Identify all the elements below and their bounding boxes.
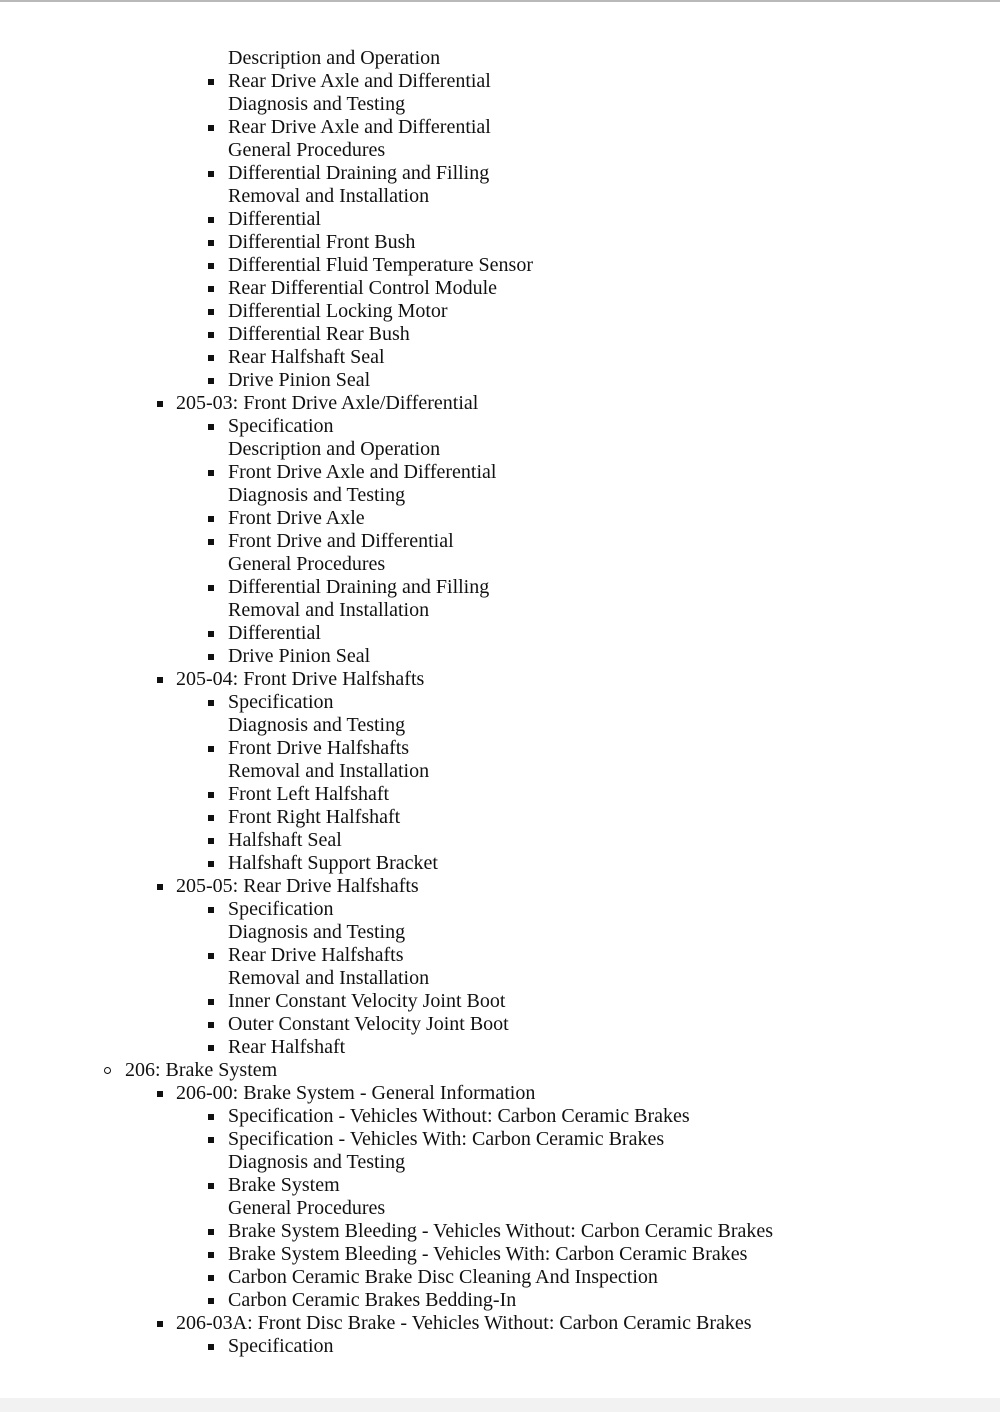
toc-link-item[interactable] bbox=[0, 300, 1000, 323]
square-bullet-icon bbox=[208, 700, 214, 706]
square-bullet-icon bbox=[208, 332, 214, 338]
toc-item-label[interactable]: Carbon Ceramic Brake Disc Cleaning And Inspection bbox=[228, 1266, 658, 1288]
toc-section-heading bbox=[0, 93, 1000, 116]
square-bullet-icon bbox=[208, 125, 214, 131]
toc-link-item[interactable] bbox=[0, 622, 1000, 645]
toc-link-item[interactable] bbox=[0, 461, 1000, 484]
toc-link-item[interactable] bbox=[0, 898, 1000, 921]
square-bullet-icon bbox=[208, 815, 214, 821]
toc-item-label: Removal and Installation bbox=[228, 760, 430, 782]
square-bullet-icon bbox=[208, 746, 214, 752]
square-bullet-icon bbox=[157, 1321, 163, 1327]
toc-item-label: Diagnosis and Testing bbox=[228, 1151, 406, 1173]
toc-link-item[interactable] bbox=[0, 1082, 1000, 1105]
page-bottom-band bbox=[0, 1398, 1000, 1412]
toc-item-label: Diagnosis and Testing bbox=[228, 921, 406, 943]
square-bullet-icon bbox=[208, 999, 214, 1005]
toc-link-item[interactable] bbox=[0, 1312, 1000, 1335]
square-bullet-icon bbox=[157, 1091, 163, 1097]
toc-link-item[interactable] bbox=[0, 829, 1000, 852]
toc-link-item[interactable] bbox=[0, 346, 1000, 369]
square-bullet-icon bbox=[208, 1344, 214, 1350]
toc-link-item[interactable] bbox=[0, 231, 1000, 254]
square-bullet-icon bbox=[208, 1137, 214, 1143]
square-bullet-icon bbox=[208, 953, 214, 959]
square-bullet-icon bbox=[208, 470, 214, 476]
toc-section-heading bbox=[0, 185, 1000, 208]
toc-item-label[interactable]: Differential Fluid Temperature Sensor bbox=[228, 254, 533, 276]
toc-item-label[interactable]: Rear Drive Axle and Differential bbox=[228, 70, 491, 92]
toc-section-heading bbox=[0, 484, 1000, 507]
toc-link-item[interactable] bbox=[0, 530, 1000, 553]
toc-link-item[interactable] bbox=[0, 1243, 1000, 1266]
square-bullet-icon bbox=[157, 884, 163, 890]
toc-link-item[interactable] bbox=[0, 1289, 1000, 1312]
toc-item-label[interactable]: Front Drive Axle and Differential bbox=[228, 461, 497, 483]
toc-link-item[interactable] bbox=[0, 1059, 1000, 1082]
square-bullet-icon bbox=[208, 1252, 214, 1258]
toc-item-label[interactable]: Differential Draining and Filling bbox=[228, 576, 490, 598]
toc-link-item[interactable] bbox=[0, 645, 1000, 668]
toc-link-item[interactable] bbox=[0, 162, 1000, 185]
square-bullet-icon bbox=[208, 861, 214, 867]
toc-item-label: Description and Operation bbox=[228, 47, 441, 69]
square-bullet-icon bbox=[208, 631, 214, 637]
square-bullet-icon bbox=[208, 585, 214, 591]
square-bullet-icon bbox=[208, 907, 214, 913]
square-bullet-icon bbox=[208, 217, 214, 223]
toc-section-heading bbox=[0, 1151, 1000, 1174]
toc-link-item[interactable] bbox=[0, 277, 1000, 300]
toc-item-label[interactable]: Rear Halfshaft bbox=[228, 1036, 346, 1058]
square-bullet-icon bbox=[208, 1275, 214, 1281]
toc-section-heading bbox=[0, 599, 1000, 622]
square-bullet-icon bbox=[208, 654, 214, 660]
toc-item-label[interactable]: Specification bbox=[228, 898, 334, 920]
square-bullet-icon bbox=[208, 1022, 214, 1028]
toc-link-item[interactable] bbox=[0, 70, 1000, 93]
toc-section-heading bbox=[0, 714, 1000, 737]
square-bullet-icon bbox=[208, 309, 214, 315]
toc-item-label[interactable]: Inner Constant Velocity Joint Boot bbox=[228, 990, 506, 1012]
square-bullet-icon bbox=[208, 838, 214, 844]
toc-item-label: Diagnosis and Testing bbox=[228, 93, 406, 115]
toc-item-label[interactable]: Front Right Halfshaft bbox=[228, 806, 401, 828]
toc-link-item[interactable] bbox=[0, 691, 1000, 714]
toc-item-label[interactable]: Front Drive and Differential bbox=[228, 530, 454, 552]
toc-link-item[interactable] bbox=[0, 1174, 1000, 1197]
toc-item-label[interactable]: Drive Pinion Seal bbox=[228, 369, 371, 391]
square-bullet-icon bbox=[208, 1045, 214, 1051]
toc-item-label[interactable]: 206-03A: Front Disc Brake - Vehicles Without: Carbon Ceramic Brakes bbox=[176, 1312, 752, 1334]
toc-item-label: Removal and Installation bbox=[228, 185, 430, 207]
toc-link-item[interactable] bbox=[0, 507, 1000, 530]
square-bullet-icon bbox=[208, 792, 214, 798]
square-bullet-icon bbox=[208, 424, 214, 430]
toc-item-label[interactable]: Specification - Vehicles Without: Carbon Ceramic Brakes bbox=[228, 1105, 690, 1127]
circle-bullet-icon bbox=[104, 1067, 111, 1074]
toc-item-label[interactable]: Differential Draining and Filling bbox=[228, 162, 490, 184]
toc-link-item[interactable] bbox=[0, 116, 1000, 139]
toc-section-heading bbox=[0, 553, 1000, 576]
toc-item-label[interactable]: Rear Differential Control Module bbox=[228, 277, 498, 299]
square-bullet-icon bbox=[208, 263, 214, 269]
toc-link-item[interactable] bbox=[0, 1220, 1000, 1243]
toc-link-item[interactable] bbox=[0, 323, 1000, 346]
toc-item-label[interactable]: Outer Constant Velocity Joint Boot bbox=[228, 1013, 509, 1035]
toc-link-item[interactable] bbox=[0, 1105, 1000, 1128]
toc-item-label[interactable]: Brake System Bleeding - Vehicles Without: Carbon Ceramic Brakes bbox=[228, 1220, 774, 1242]
square-bullet-icon bbox=[208, 1114, 214, 1120]
toc-item-label[interactable]: Rear Drive Halfshafts bbox=[228, 944, 404, 966]
toc-section-heading bbox=[0, 921, 1000, 944]
toc-link-item[interactable] bbox=[0, 875, 1000, 898]
square-bullet-icon bbox=[208, 171, 214, 177]
toc-item-label[interactable]: 205-03: Front Drive Axle/Differential bbox=[176, 392, 479, 414]
toc-link-item[interactable] bbox=[0, 576, 1000, 599]
square-bullet-icon bbox=[157, 677, 163, 683]
toc-link-item[interactable] bbox=[0, 737, 1000, 760]
toc-section-heading bbox=[0, 139, 1000, 162]
toc-item-label[interactable]: Differential bbox=[228, 622, 321, 644]
toc-item-label[interactable]: Drive Pinion Seal bbox=[228, 645, 371, 667]
toc-link-item[interactable] bbox=[0, 806, 1000, 829]
toc-link-item[interactable] bbox=[0, 415, 1000, 438]
toc-item-label[interactable]: Specification - Vehicles With: Carbon Ceramic Brakes bbox=[228, 1128, 665, 1150]
toc-item-label: Description and Operation bbox=[228, 438, 441, 460]
page-top-border bbox=[0, 0, 1000, 2]
toc-item-label: General Procedures bbox=[228, 139, 386, 161]
toc-item-label[interactable]: Rear Drive Axle and Differential bbox=[228, 116, 491, 138]
toc-item-label: General Procedures bbox=[228, 1197, 386, 1219]
toc-item-label[interactable]: Halfshaft Seal bbox=[228, 829, 342, 851]
toc-item-label[interactable]: Front Drive Axle bbox=[228, 507, 365, 529]
toc-link-item[interactable] bbox=[0, 1036, 1000, 1059]
toc-link-item[interactable] bbox=[0, 208, 1000, 231]
toc-item-label[interactable]: Carbon Ceramic Brakes Bedding-In bbox=[228, 1289, 517, 1311]
toc-item-label[interactable]: Front Left Halfshaft bbox=[228, 783, 390, 805]
square-bullet-icon bbox=[208, 1229, 214, 1235]
square-bullet-icon bbox=[208, 1298, 214, 1304]
toc-link-item[interactable] bbox=[0, 254, 1000, 277]
toc-item-label: Diagnosis and Testing bbox=[228, 484, 406, 506]
toc-item-label[interactable]: 206-00: Brake System - General Information bbox=[176, 1082, 536, 1104]
toc-link-item[interactable] bbox=[0, 668, 1000, 691]
toc-item-label[interactable]: Specification bbox=[228, 415, 334, 437]
toc-item-label[interactable]: Specification bbox=[228, 1335, 334, 1357]
toc-section-heading bbox=[0, 760, 1000, 783]
toc-link-item[interactable] bbox=[0, 1013, 1000, 1036]
toc-link-item[interactable] bbox=[0, 369, 1000, 392]
toc-item-label[interactable]: Differential Rear Bush bbox=[228, 323, 410, 345]
toc-item-label[interactable]: Brake System bbox=[228, 1174, 340, 1196]
toc-item-label[interactable]: 206: Brake System bbox=[125, 1059, 278, 1081]
toc-link-item[interactable] bbox=[0, 990, 1000, 1013]
toc-item-label: Diagnosis and Testing bbox=[228, 714, 406, 736]
square-bullet-icon bbox=[157, 401, 163, 407]
toc-link-item[interactable] bbox=[0, 944, 1000, 967]
toc-item-label[interactable]: Differential bbox=[228, 208, 321, 230]
square-bullet-icon bbox=[208, 240, 214, 246]
toc-item-label: Removal and Installation bbox=[228, 599, 430, 621]
toc-item-label[interactable]: Front Drive Halfshafts bbox=[228, 737, 410, 759]
toc-item-label: General Procedures bbox=[228, 553, 386, 575]
toc-link-item[interactable] bbox=[0, 783, 1000, 806]
toc-section-heading bbox=[0, 1197, 1000, 1220]
square-bullet-icon bbox=[208, 539, 214, 545]
toc-item-label[interactable]: Halfshaft Support Bracket bbox=[228, 852, 438, 874]
square-bullet-icon bbox=[208, 355, 214, 361]
toc-item-label[interactable]: Differential Front Bush bbox=[228, 231, 416, 253]
square-bullet-icon bbox=[208, 79, 214, 85]
toc-item-label[interactable]: Differential Locking Motor bbox=[228, 300, 448, 322]
square-bullet-icon bbox=[208, 378, 214, 384]
toc-section-heading bbox=[0, 438, 1000, 461]
toc-item-label[interactable]: Brake System Bleeding - Vehicles With: Carbon Ceramic Brakes bbox=[228, 1243, 748, 1265]
square-bullet-icon bbox=[208, 516, 214, 522]
toc-item-label[interactable]: Rear Halfshaft Seal bbox=[228, 346, 385, 368]
toc-link-item[interactable] bbox=[0, 852, 1000, 875]
toc-item-label[interactable]: Specification bbox=[228, 691, 334, 713]
toc-item-label[interactable]: 205-05: Rear Drive Halfshafts bbox=[176, 875, 419, 897]
square-bullet-icon bbox=[208, 286, 214, 292]
toc-link-item[interactable] bbox=[0, 392, 1000, 415]
table-of-contents bbox=[0, 47, 1000, 1358]
toc-link-item[interactable] bbox=[0, 1335, 1000, 1358]
square-bullet-icon bbox=[208, 1183, 214, 1189]
toc-link-item[interactable] bbox=[0, 1266, 1000, 1289]
toc-item-label: Removal and Installation bbox=[228, 967, 430, 989]
toc-item-label[interactable]: 205-04: Front Drive Halfshafts bbox=[176, 668, 425, 690]
toc-section-heading bbox=[0, 967, 1000, 990]
toc-link-item[interactable] bbox=[0, 1128, 1000, 1151]
toc-section-heading bbox=[0, 47, 1000, 70]
